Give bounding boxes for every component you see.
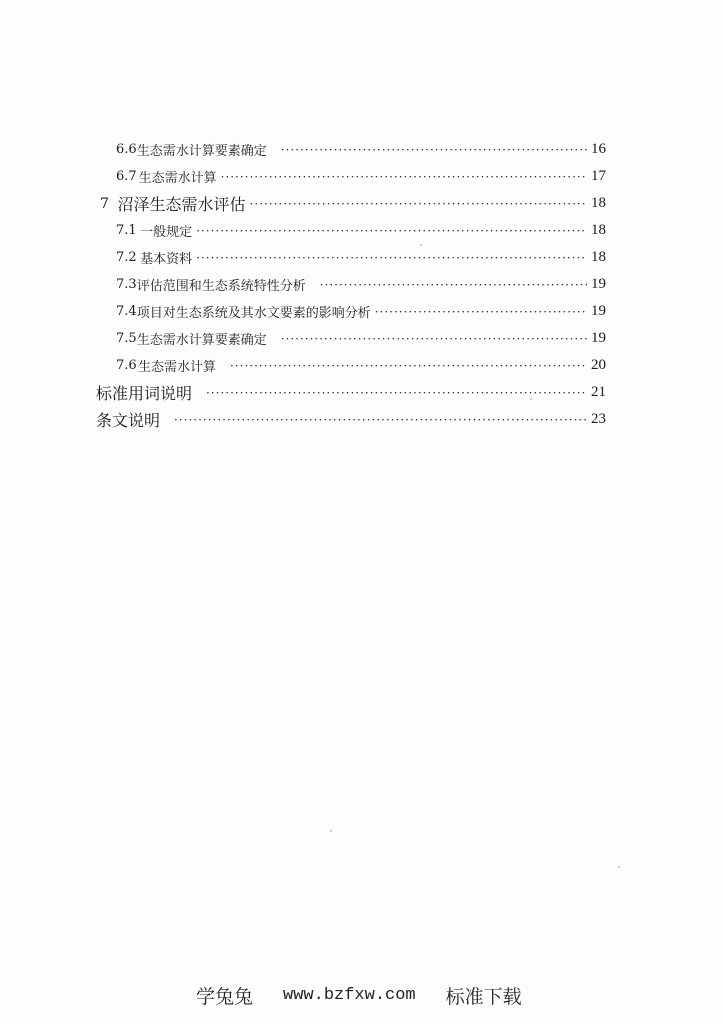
toc-entry[interactable] — [96, 163, 606, 190]
toc-entry-number: 6.7 — [116, 169, 137, 184]
toc-leader-dots — [196, 225, 587, 237]
toc-entry-page: 20 — [591, 357, 606, 373]
toc-entry-number: 6.6 — [116, 142, 137, 157]
scan-speck — [618, 866, 620, 868]
toc-entry-page: 19 — [591, 303, 606, 319]
scan-speck — [330, 830, 332, 832]
toc-leader-dots — [250, 198, 587, 210]
table-of-contents — [96, 136, 606, 433]
toc-leader-dots — [281, 333, 587, 345]
toc-leader-dots — [206, 387, 587, 399]
toc-entry-title: 生态需水计算要素确定 — [136, 333, 267, 348]
footer-site-name: 学兔兔 — [196, 986, 254, 1008]
toc-leader-dots — [196, 252, 587, 264]
toc-entry-page: 18 — [591, 195, 606, 211]
toc-entry[interactable] — [96, 298, 606, 325]
toc-entry-number: 7.1 — [116, 223, 137, 238]
toc-leader-dots — [375, 306, 587, 318]
toc-leader-dots — [221, 171, 587, 183]
toc-entry-title: 基本资料 — [140, 252, 193, 267]
toc-appendix-entry[interactable] — [96, 379, 606, 406]
toc-entry-page: 16 — [591, 141, 606, 157]
toc-entry-number: 7.5 — [116, 331, 137, 346]
toc-entry-title: 项目对生态系统及其水文要素的影响分析 — [136, 306, 371, 321]
toc-entry-number: 7.2 — [116, 250, 137, 265]
toc-entry[interactable] — [96, 217, 606, 244]
toc-entry-number: 7.3 — [116, 277, 137, 292]
toc-entry[interactable] — [96, 271, 606, 298]
toc-leader-dots — [281, 144, 587, 156]
toc-entry[interactable] — [96, 244, 606, 271]
toc-entry-page: 17 — [591, 168, 606, 184]
toc-entry-title: 沼泽生态需水评估 — [117, 195, 246, 214]
footer-url-link[interactable]: www.bzfxw.com — [283, 986, 416, 1005]
footer-tagline: 标准下载 — [445, 986, 522, 1008]
toc-entry-number: 7 — [100, 195, 109, 212]
scan-speck — [530, 398, 532, 400]
toc-entry-number: 7.4 — [116, 304, 137, 319]
toc-leader-dots — [230, 360, 587, 372]
scan-speck — [420, 244, 422, 246]
toc-entry-page: 18 — [591, 249, 606, 265]
toc-entry-page: 19 — [591, 276, 606, 292]
page-footer — [196, 982, 536, 1009]
toc-entry-title: 一般规定 — [140, 225, 193, 240]
toc-entry-page: 23 — [591, 411, 606, 427]
toc-entry-title: 生态需水计算 — [138, 171, 217, 186]
toc-entry-title: 生态需水计算要素确定 — [136, 144, 267, 159]
toc-entry-page: 21 — [591, 384, 606, 400]
toc-entry-page: 18 — [591, 222, 606, 238]
toc-entry[interactable] — [96, 325, 606, 352]
toc-chapter-entry[interactable] — [96, 190, 606, 217]
toc-entry[interactable] — [96, 136, 606, 163]
toc-leader-dots — [174, 414, 587, 426]
toc-entry-title: 生态需水计算 — [138, 360, 217, 375]
toc-entry-title: 评估范围和生态系统特性分析 — [136, 279, 306, 294]
toc-entry[interactable] — [96, 352, 606, 379]
toc-leader-dots — [320, 279, 587, 291]
toc-appendix-entry[interactable] — [96, 406, 606, 433]
toc-entry-number: 7.6 — [116, 358, 137, 373]
toc-entry-page: 19 — [591, 330, 606, 346]
toc-entry-title: 条文说明 — [96, 411, 161, 430]
toc-entry-title: 标准用词说明 — [96, 384, 193, 403]
